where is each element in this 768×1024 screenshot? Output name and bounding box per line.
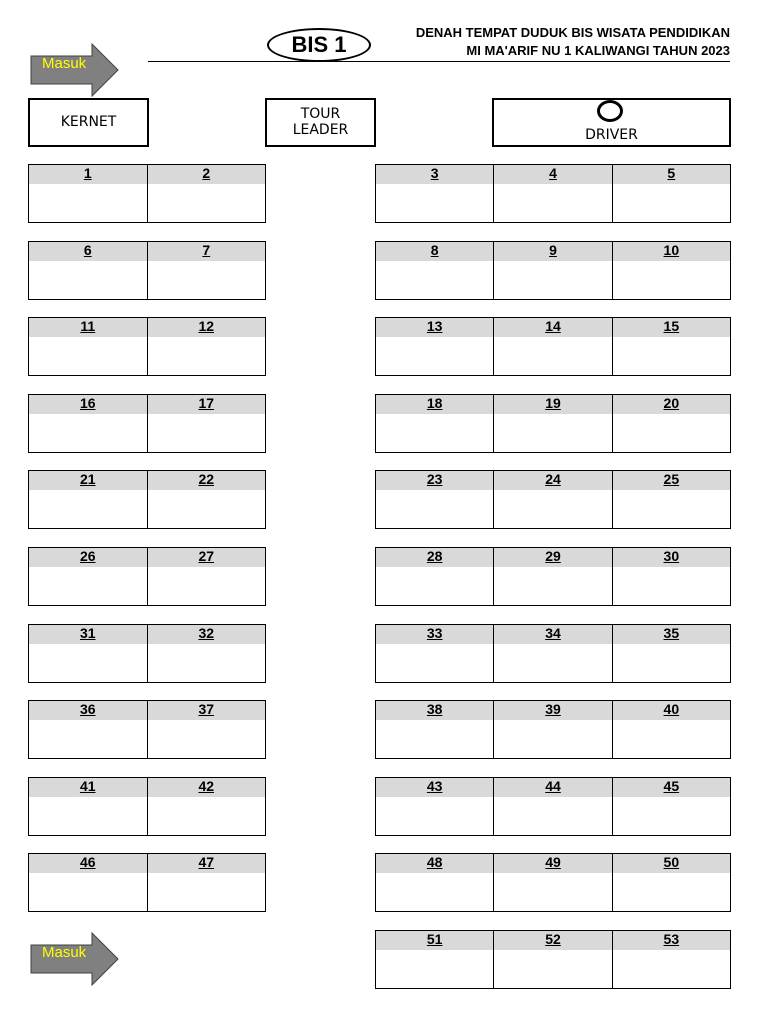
seat-block-right [375,624,731,683]
seat-name-cell [613,644,730,682]
seat-name-cell [29,184,147,222]
seat [376,778,494,835]
seat-number: 51 [376,931,493,950]
seat-name-cell [148,644,266,682]
entrance-arrow-bottom [30,932,120,986]
seat-name-cell [613,184,730,222]
seat-name-cell [613,261,730,299]
seat [29,854,148,911]
seat [148,165,266,222]
seat-number: 11 [29,318,147,337]
seat-name-cell [376,490,493,528]
seat [613,854,730,911]
seat-number: 44 [494,778,611,797]
seat-block-left [28,777,266,836]
seat-number: 28 [376,548,493,567]
seat-name-cell [494,414,611,452]
seat-name-cell [148,873,266,911]
seat-block-right [375,930,731,989]
seat-number: 45 [613,778,730,797]
seat [494,701,612,758]
seat-number: 8 [376,242,493,261]
seat-number: 22 [148,471,266,490]
seat-block-right [375,777,731,836]
driver-seat [492,98,731,147]
seat-name-cell [376,261,493,299]
seat-number: 25 [613,471,730,490]
seat-number: 19 [494,395,611,414]
seat [613,165,730,222]
seat-number: 43 [376,778,493,797]
seat-number: 47 [148,854,266,873]
seat-number: 14 [494,318,611,337]
tour-leader-label-1: TOUR [300,106,341,122]
seat-number: 21 [29,471,147,490]
seat [613,395,730,452]
seat [494,165,612,222]
seat [494,548,612,605]
seat-number: 50 [613,854,730,873]
seat-number: 10 [613,242,730,261]
seat-name-cell [148,490,266,528]
seat [494,625,612,682]
seat-name-cell [29,797,147,835]
seat-number: 9 [494,242,611,261]
seat [29,318,148,375]
title-divider [148,61,730,62]
seat-block-left [28,394,266,453]
seat-name-cell [494,950,611,988]
seat-name-cell [148,797,266,835]
seat [29,625,148,682]
entrance-label-bottom: Masuk [42,944,87,961]
seat-name-cell [29,644,147,682]
seat-name-cell [494,261,611,299]
seat-number: 52 [494,931,611,950]
seat-number: 40 [613,701,730,720]
seat-number: 17 [148,395,266,414]
seat [494,318,612,375]
seat [29,471,148,528]
seat-number: 41 [29,778,147,797]
steering-wheel-icon [597,100,623,122]
seat-name-cell [494,720,611,758]
seat [376,625,494,682]
seat [29,778,148,835]
seat-name-cell [494,490,611,528]
seat-name-cell [29,261,147,299]
seat [376,395,494,452]
seat-block-right [375,470,731,529]
seat-name-cell [613,873,730,911]
seat [29,242,148,299]
seat [613,471,730,528]
seat-block-left [28,624,266,683]
entrance-label-top: Masuk [42,55,87,72]
seat-block-right [375,317,731,376]
entrance-arrow-top [30,43,120,97]
seat-name-cell [148,337,266,375]
seat [613,318,730,375]
seat-name-cell [29,720,147,758]
seat-block-right [375,547,731,606]
seat-number: 26 [29,548,147,567]
bus-label: BIS 1 [267,28,371,62]
seat-number: 27 [148,548,266,567]
seat-number: 48 [376,854,493,873]
seat [29,701,148,758]
seat-name-cell [148,720,266,758]
seat [613,931,730,988]
seat [148,701,266,758]
seat-block-left [28,700,266,759]
seat-name-cell [613,337,730,375]
seat [376,471,494,528]
seat [148,318,266,375]
seat-block-left [28,317,266,376]
seat [494,242,612,299]
seat-number: 53 [613,931,730,950]
seat-block-left [28,164,266,223]
seat-name-cell [494,184,611,222]
seat-number: 37 [148,701,266,720]
seat-number: 39 [494,701,611,720]
seat [494,395,612,452]
seat-name-cell [376,567,493,605]
seat-block-right [375,853,731,912]
tour-leader-seat [265,98,376,147]
seat [613,242,730,299]
seat [613,625,730,682]
seat [148,471,266,528]
seat-name-cell [494,644,611,682]
seat-number: 6 [29,242,147,261]
seat-block-right [375,394,731,453]
seat [494,854,612,911]
seat-number: 1 [29,165,147,184]
seat-number: 32 [148,625,266,644]
seat [494,471,612,528]
seat-number: 13 [376,318,493,337]
seat [148,854,266,911]
seat-number: 23 [376,471,493,490]
seat [29,548,148,605]
seat-name-cell [376,184,493,222]
seat-name-cell [148,567,266,605]
seat-name-cell [613,797,730,835]
seat [376,318,494,375]
seat [376,854,494,911]
seat [148,625,266,682]
seat-name-cell [494,337,611,375]
seat [376,931,494,988]
seat-name-cell [29,337,147,375]
seat-number: 30 [613,548,730,567]
seat-number: 12 [148,318,266,337]
seat [613,548,730,605]
seat [29,395,148,452]
kernet-seat: KERNET [28,98,149,147]
page-title [416,24,730,60]
seat [148,242,266,299]
seat [613,701,730,758]
seat-name-cell [29,567,147,605]
seat-name-cell [494,567,611,605]
seat-block-right [375,241,731,300]
seat-number: 42 [148,778,266,797]
seat-name-cell [494,873,611,911]
seat-number: 15 [613,318,730,337]
seat-number: 20 [613,395,730,414]
seat [494,931,612,988]
seat-name-cell [148,184,266,222]
seat-number: 2 [148,165,266,184]
seat-name-cell [613,490,730,528]
seat-name-cell [376,873,493,911]
seat-name-cell [613,414,730,452]
seat-name-cell [29,873,147,911]
seat-number: 38 [376,701,493,720]
seat-number: 36 [29,701,147,720]
seat-number: 35 [613,625,730,644]
driver-label: DRIVER [585,127,638,143]
seat-number: 34 [494,625,611,644]
seat-name-cell [376,414,493,452]
seat-name-cell [148,414,266,452]
seat-number: 29 [494,548,611,567]
seat-name-cell [376,720,493,758]
seat-number: 5 [613,165,730,184]
seat [613,778,730,835]
seat-name-cell [494,797,611,835]
seat-number: 7 [148,242,266,261]
seat [376,701,494,758]
seat-name-cell [376,797,493,835]
seat-block-left [28,470,266,529]
seat-block-right [375,700,731,759]
seat-number: 49 [494,854,611,873]
seat-name-cell [376,337,493,375]
seat-number: 16 [29,395,147,414]
seat-block-left [28,547,266,606]
seat [376,548,494,605]
title-line-2: MI MA'ARIF NU 1 KALIWANGI TAHUN 2023 [466,43,730,58]
seat [148,548,266,605]
seat-name-cell [376,644,493,682]
seat [29,165,148,222]
seat-name-cell [148,261,266,299]
seat-block-left [28,853,266,912]
seat-number: 46 [29,854,147,873]
seat [148,395,266,452]
seat [376,165,494,222]
seat-name-cell [613,720,730,758]
seat-number: 31 [29,625,147,644]
tour-leader-label-2: LEADER [292,122,349,138]
seat [376,242,494,299]
title-line-1: DENAH TEMPAT DUDUK BIS WISATA PENDIDIKAN [415,25,730,40]
seat-block-left [28,241,266,300]
seat [494,778,612,835]
seat-number: 33 [376,625,493,644]
seat-name-cell [613,567,730,605]
seat [148,778,266,835]
seat-number: 3 [376,165,493,184]
seat-name-cell [613,950,730,988]
seat-number: 24 [494,471,611,490]
seat-name-cell [376,950,493,988]
seat-name-cell [29,490,147,528]
seat-block-right [375,164,731,223]
seat-number: 4 [494,165,611,184]
seat-number: 18 [376,395,493,414]
seat-name-cell [29,414,147,452]
